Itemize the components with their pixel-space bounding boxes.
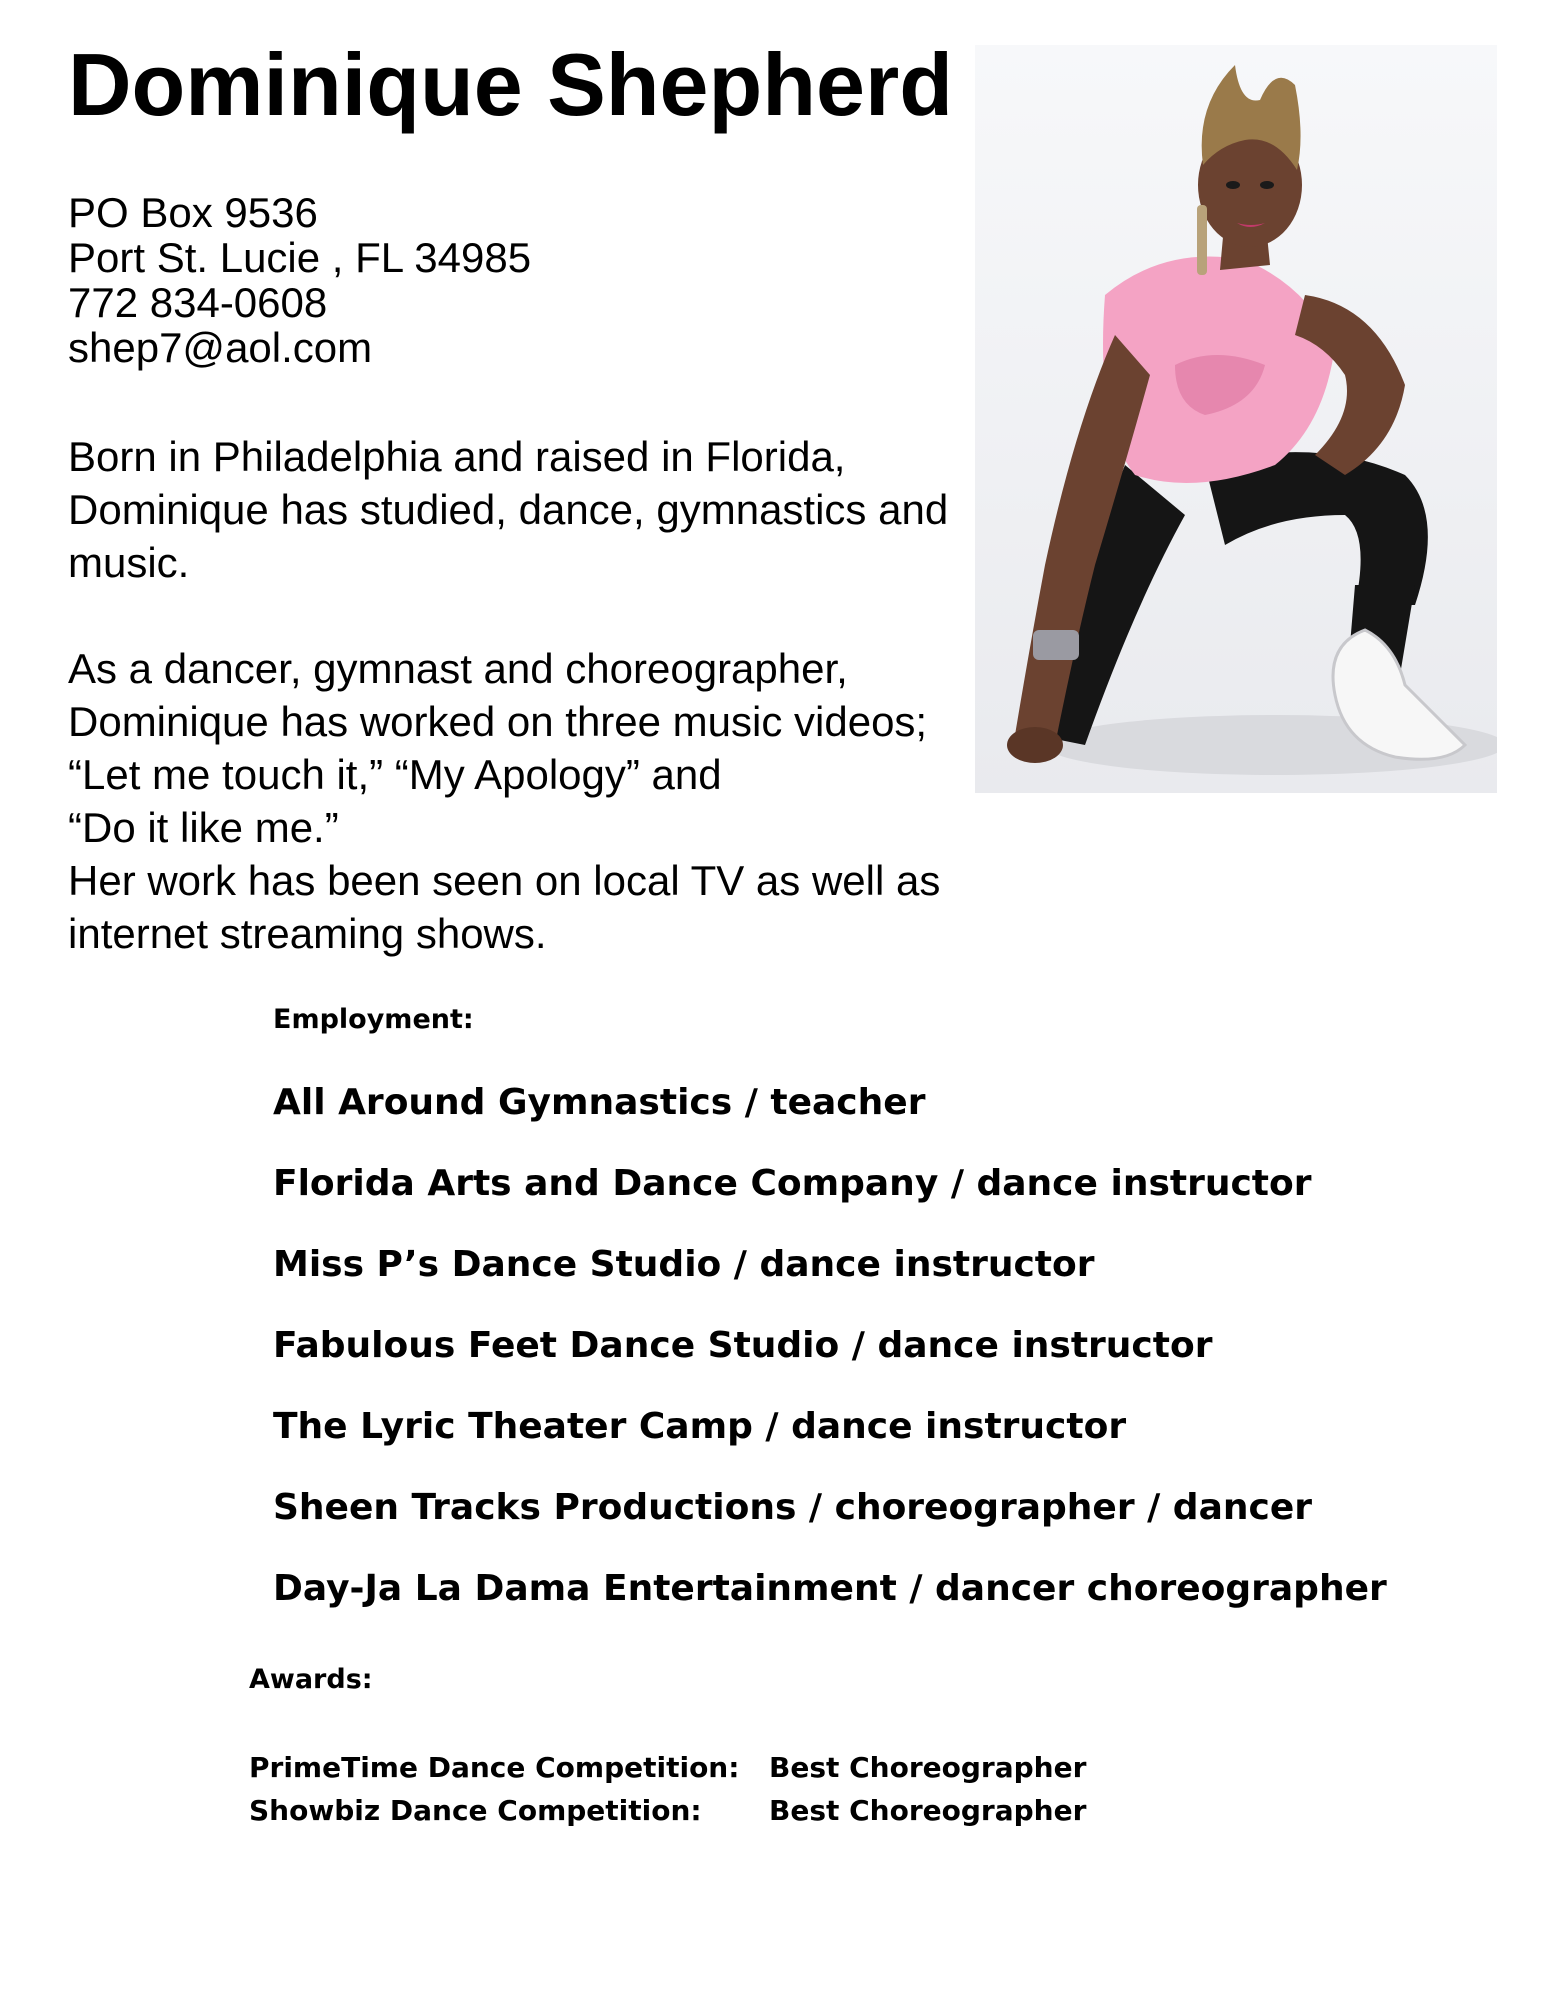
resume-name: Dominique Shepherd: [68, 35, 953, 134]
bio-paragraph-1: [68, 430, 1068, 589]
bio-line: internet streaming shows.: [68, 910, 547, 957]
bio-line: “Let me touch it,” “My Apology” and: [68, 751, 722, 798]
bio-line: Dominique has worked on three music videos;: [68, 698, 928, 745]
bio-paragraph-2: [68, 642, 1068, 960]
employment-item: Miss P’s Dance Studio / dance instructor: [273, 1244, 1095, 1285]
employment-list: [273, 1062, 1387, 1629]
bio-line: Born in Philadelphia and raised in Florida,: [68, 433, 846, 480]
bio-line: Her work has been seen on local TV as well as: [68, 857, 941, 904]
award-title: Best Choreographer: [769, 1751, 1087, 1784]
address-line-2: Port St. Lucie , FL 34985: [68, 234, 532, 281]
email-address: shep7@aol.com: [68, 324, 373, 371]
employment-item: Florida Arts and Dance Company / dance instructor: [273, 1163, 1312, 1204]
award-title: Best Choreographer: [769, 1794, 1087, 1827]
bio-line: Dominique has studied, dance, gymnastics and: [68, 486, 949, 533]
award-competition: Showbiz Dance Competition:: [249, 1794, 702, 1827]
employment-item: The Lyric Theater Camp / dance instructor: [273, 1406, 1127, 1447]
contact-info: [68, 190, 531, 370]
address-line-1: PO Box 9536: [68, 189, 318, 236]
employment-item: Day-Ja La Dama Entertainment / dancer choreographer: [273, 1568, 1387, 1609]
employment-item: Sheen Tracks Productions / choreographer / dancer: [273, 1487, 1313, 1528]
bio-line: “Do it like me.”: [68, 804, 339, 851]
employment-item: Fabulous Feet Dance Studio / dance instructor: [273, 1325, 1213, 1366]
awards-heading: Awards:: [249, 1664, 373, 1695]
employment-item: All Around Gymnastics / teacher: [273, 1082, 926, 1123]
employment-heading: Employment:: [273, 1004, 474, 1035]
award-competition: PrimeTime Dance Competition:: [249, 1751, 740, 1784]
phone-number: 772 834-0608: [68, 279, 328, 326]
bio-line: music.: [68, 539, 190, 586]
bio-line: As a dancer, gymnast and choreographer,: [68, 645, 848, 692]
